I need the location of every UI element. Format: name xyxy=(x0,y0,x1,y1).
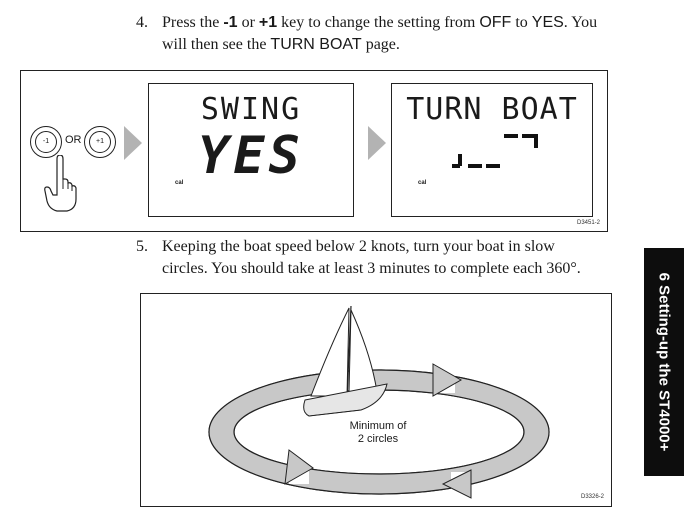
pointing-hand-icon xyxy=(43,155,79,213)
off-text: OFF xyxy=(479,14,512,31)
figure-id: D3451-2 xyxy=(577,220,601,226)
step-4-line-1: Press the -1 or +1 key to change the setting from OFF to YES. You xyxy=(162,14,598,31)
lcd-display-turn-boat xyxy=(391,83,593,217)
turning-circles-figure xyxy=(140,293,612,507)
step-4-line-2: will then see the TURN BOAT page. xyxy=(162,36,400,53)
chapter-tab-label: 6 Setting-up the ST4000+ xyxy=(655,272,673,452)
lcd-swing-title: SWING xyxy=(200,92,302,127)
sailboat-icon xyxy=(291,304,401,422)
minus-one-key xyxy=(30,126,62,158)
arrow-right-icon xyxy=(124,126,142,160)
minimum-circles-label: Minimum of 2 circles xyxy=(349,420,407,445)
key-plus-text: +1 xyxy=(258,14,278,31)
lcd-turn-boat-title: TURN BOAT xyxy=(406,92,578,127)
rotating-segments-icon xyxy=(438,130,548,180)
lcd-cal-indicator: cal xyxy=(175,180,184,186)
turn-boat-text: TURN BOAT xyxy=(270,36,362,53)
plus-one-key xyxy=(84,126,116,158)
display-sequence-figure xyxy=(20,70,608,232)
step-5-line-1: Keeping the boat speed below 2 knots, turn your boat in slow xyxy=(162,238,555,255)
key-minus-text: -1 xyxy=(223,14,238,31)
chapter-side-tab xyxy=(644,248,684,476)
figure-id: D3326-2 xyxy=(581,494,605,500)
step-number: 4. xyxy=(136,14,148,31)
step-5-line-2: circles. You should take at least 3 minutes to complete each 360°. xyxy=(162,260,581,277)
lcd-display-swing xyxy=(148,83,354,217)
yes-text: YES xyxy=(531,14,564,31)
step-number: 5. xyxy=(136,238,148,255)
lcd-cal-indicator: cal xyxy=(418,180,427,186)
or-label: OR xyxy=(65,134,82,146)
arrow-right-icon xyxy=(368,126,386,160)
plus-one-key-label: +1 xyxy=(89,131,111,153)
lcd-yes-value: YES xyxy=(198,126,304,186)
minus-one-key-label: -1 xyxy=(35,131,57,153)
